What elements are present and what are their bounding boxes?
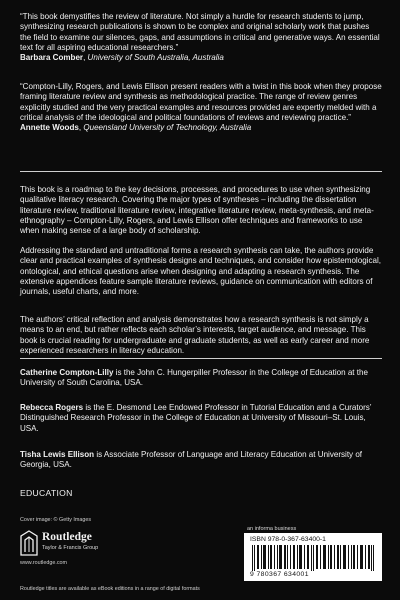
endorsement-quote [20,12,382,63]
quote-affiliation: University of South Australia, Australia [87,53,224,62]
cover-credit: Cover image: © Getty Images [20,517,92,523]
author-name: Tisha Lewis Ellison [20,450,95,459]
quote-author: Barbara Comber [20,53,84,62]
subject-category: EDUCATION [20,488,73,498]
barcode-number: 9 780367 634001 [250,571,309,578]
author-name: Rebecca Rogers [20,403,84,412]
quote-separator: , [83,53,88,62]
routledge-mark-icon [20,530,38,556]
barcode-bars-icon [250,545,376,571]
quote-affiliation: Queensland University of Technology, Australia [83,123,252,132]
quote-text: “Compton-Lilly, Rogers, and Lewis Ellison present readers with a twist in this book when they propose framing literature review and synthesis as methodological practice. The range of review genres explicitly studied and the very practical examples and resources provided are expertly melded with a critical analysis of the ideological and political foundations of reviews and reviewing practice.” [20,82,382,122]
publisher-group: Taylor & Francis Group [42,545,99,551]
publisher-logo [20,528,152,566]
author-name: Catherine Compton-Lilly [20,368,114,377]
publisher-url[interactable]: www.routledge.com [20,560,68,566]
divider [20,358,382,359]
endorsement-quote [20,82,382,133]
author-bio-text: is the E. Desmond Lee Endowed Professor in Tutorial Education and a Curators’ Distinguished Research Professor in the College of Education at University of Missouri–St. Louis, USA. [20,403,372,433]
author-bio-text: is the John C. Hungerpiller Professor in the College of Education at the University of South Carolina, USA. [20,368,368,388]
blurb-paragraph: This book is a roadmap to the key decisions, processes, and procedures to use when synthesizing qualitative literacy research. Covering the major types of syntheses – including the dissertation literature review, traditional literature review, integrative literature review, meta-synthesis, and meta-ethnography – Compton-Lilly, Rogers, and Lewis Ellison offer techniques and frameworks to use when making sense of a large body of scholarship. [20,185,374,235]
isbn: ISBN 978-0-367-63400-1 [250,536,326,543]
quote-text: “This book demystifies the review of literature. Not simply a hurdle for research students to jump, synthesizing research publications is shown to be complex and original scholarly work that pushes the field to examine our silences, gaps, and assumptions in critical and generative ways. An essential text for all aspiring educational researchers.” [20,12,380,52]
quote-separator: , [78,123,84,132]
informa-line: an informa business [247,526,297,532]
divider [20,171,382,172]
blurb-paragraph: Addressing the standard and untraditional forms a research synthesis can take, the authors provide clear and practical examples of synthesis designs and techniques, and consider how epistemological, ontological, and ethical questions arise when designing and adapting a research synthesis. The extensive appendices feature sample literature reviews, guidance on communication with editors of journals, useful charts, and more. [20,246,381,296]
author-bio [20,368,382,389]
blurb-paragraph: The authors’ critical reflection and analysis demonstrates how a research synthesis is not simply a means to an end, but rather reflects each scholar’s interests, target audience, and message. This book is crucial reading for undergraduate and graduate students, as well as early career and more experienced researchers in literacy education. [20,315,370,355]
ebook-note: Routledge titles are available as eBook editions in a range of digital formats [20,586,200,592]
quote-author: Annette Woods [20,123,79,132]
author-bio [20,450,382,471]
author-bio [20,403,382,434]
author-bio-text: is Associate Professor of Language and Literacy Education at University of Georgia, USA. [20,450,363,470]
barcode [244,533,382,581]
publisher-name: Routledge [42,531,92,543]
